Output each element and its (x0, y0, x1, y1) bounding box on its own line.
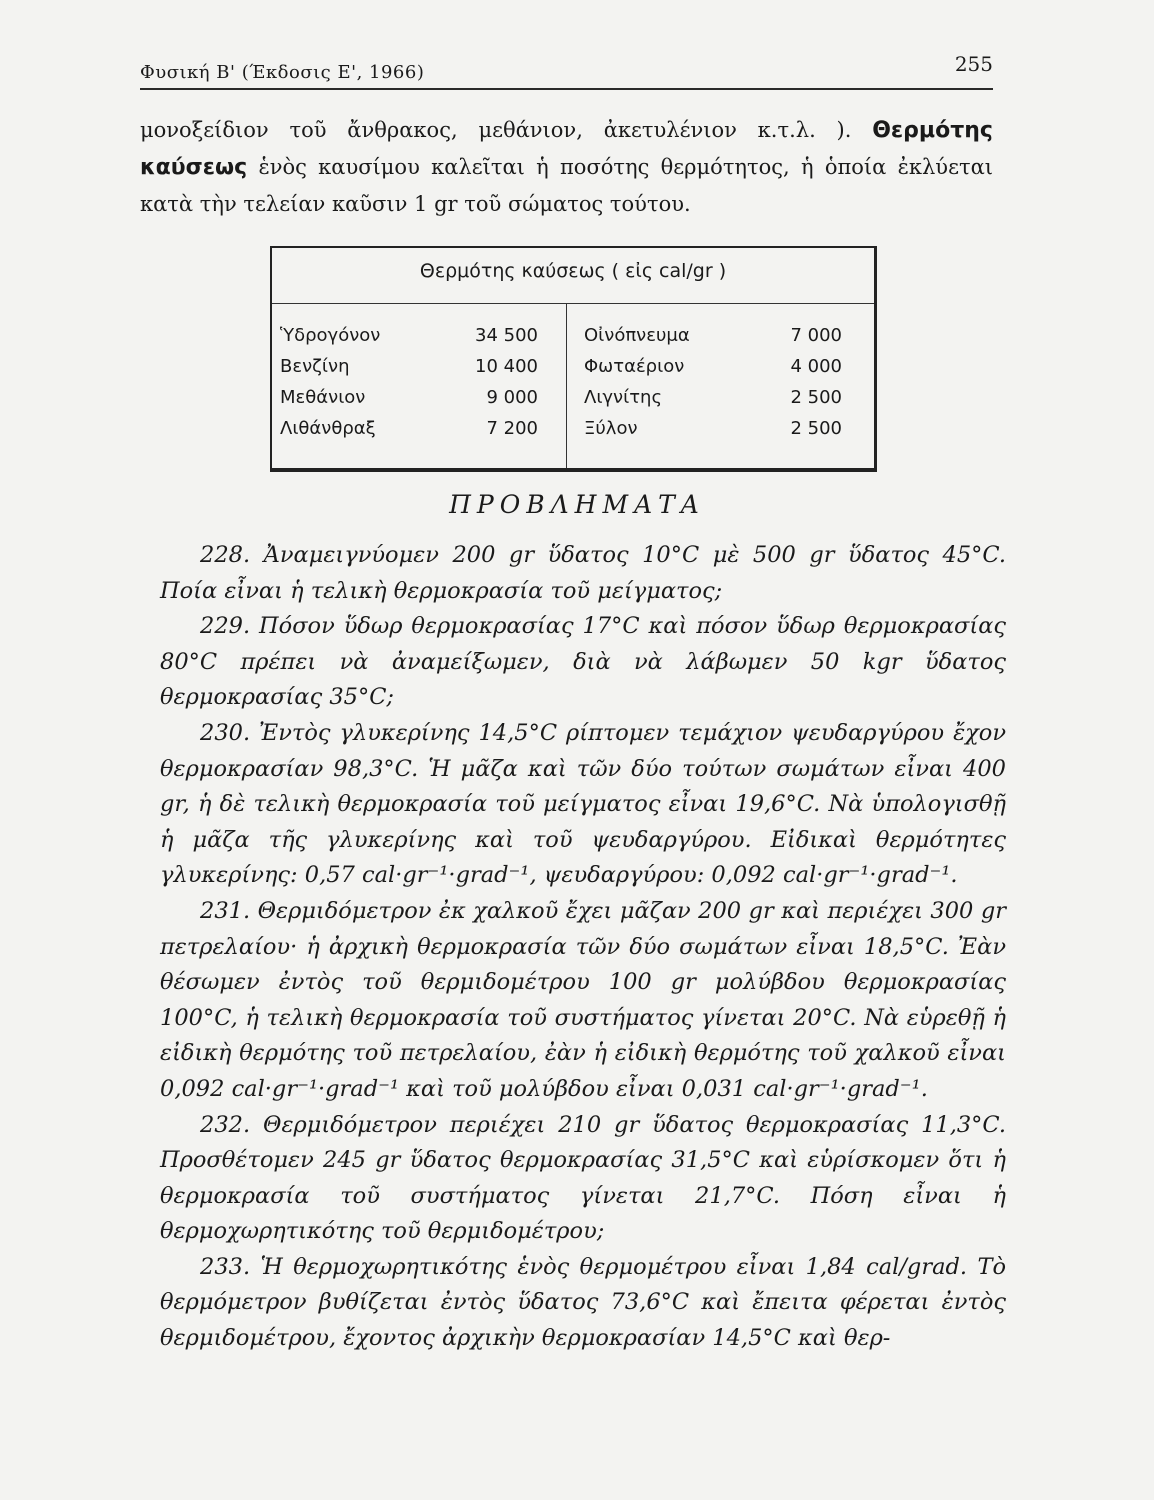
table-cell: 2 500 (790, 418, 842, 439)
intro-text-1: μονοξείδιον τοῦ ἄνθρακος, μεθάνιον, ἀκετυλένιον κ.τ.λ. ). (140, 118, 852, 142)
section-heading: ΠΡΟΒΛΗΜΑΤΑ (449, 490, 705, 519)
table-cell: Ξύλον (584, 418, 638, 439)
table-cell: Οἰνόπνευμα (584, 325, 690, 346)
table-cell: Βενζίνη (280, 356, 350, 377)
table-left-values (468, 320, 538, 444)
table-title: Θερμότης καύσεως ( εἰς cal/gr ) (419, 260, 727, 282)
table-cell: 7 000 (790, 325, 842, 346)
problem-228: 228. Ἀναμειγνύομεν 200 gr ὕδατος 10°C μὲ 500 gr ὕδατος 45°C. Ποία εἶναι ἡ τελικὴ θερμοκρασία τοῦ μείγματος; (160, 542, 1006, 604)
table-cell: 34 500 (475, 325, 538, 346)
problem-233: 233. Ἡ θερμοχωρητικότης ἑνὸς θερμομέτρου εἶναι 1,84 cal/grad. Τὸ θερμόμετρον βυθίζεται ἐντὸς ὕδατος 73,6°C καὶ ἔπειτα φέρεται ἐντὸς θερμιδομέτρου, ἔχοντος ἀρχικὴν θερμοκρασίαν 14,5°C καὶ θερ- (160, 1253, 1006, 1352)
table-column-divider (566, 303, 567, 468)
table-cell: 4 000 (790, 356, 842, 377)
table-cell: Φωταέριον (584, 356, 685, 377)
page-number: 255 (954, 52, 993, 76)
intro-text-2: ἑνὸς καυσίμου καλεῖται ἡ ποσότης θερμότητος, ἡ ὁποία ἐκλύεται κατὰ τὴν τελείαν καῦσιν 1 gr τοῦ σώματος τούτου. (140, 155, 993, 216)
problem-232: 232. Θερμιδόμετρον περιέχει 210 gr ὕδατος θερμοκρασίας 11,3°C. Προσθέτομεν 245 gr ὕδατος θερμοκρασίας 31,5°C καὶ εὑρίσκομεν ὅτι ἡ θερμοκρασία τοῦ συστήματος γίνεται 21,7°C. Πόση εἶναι ἡ θερμοχωρητικότης τοῦ θερμιδομέτρου; (160, 1111, 1006, 1245)
running-head (140, 52, 993, 90)
table-cell: Λιθάνθραξ (280, 418, 376, 439)
table-cell: 10 400 (475, 356, 538, 377)
problem-231: 231. Θερμιδόμετρον ἐκ χαλκοῦ ἔχει μᾶζαν 200 gr καὶ περιέχει 300 gr πετρελαίου· ἡ ἀρχικὴ θερμοκρασία τῶν δύο σωμάτων εἶναι 18,5°C. Ἐὰν θέσωμεν ἐντὸς τοῦ θερμιδομέτρου 100 gr μολύβδου θερμοκρασίας 100°C, ἡ τελικὴ θερμοκρασία τοῦ συστήματος γίνεται 20°C. Νὰ εὑρεθῇ ἡ εἰδικὴ θερμότης τοῦ πετρελαίου, ἐὰν ἡ εἰδικὴ θερμότης τοῦ χαλκοῦ εἶναι 0,092 cal·gr⁻¹·grad⁻¹ καὶ τοῦ μολύβδου εἶναι 0,031 cal·gr⁻¹·grad⁻¹. (160, 897, 1006, 1102)
problems-list (160, 538, 1006, 1357)
table-cell: Λιγνίτης (584, 387, 663, 408)
table-cell: 9 000 (486, 387, 538, 408)
table-divider (272, 303, 874, 304)
intro-paragraph (140, 112, 993, 223)
table-cell: Μεθάνιον (280, 387, 366, 408)
problem-230: 230. Ἐντὸς γλυκερίνης 14,5°C ρίπτομεν τεμάχιον ψευδαργύρου ἔχον θερμοκρασίαν 98,3°C. Ἡ μᾶζα καὶ τῶν δύο τούτων σωμάτων εἶναι 400 gr, ἡ δὲ τελικὴ θερμοκρασία τοῦ μείγματος εἶναι 19,6°C. Νὰ ὑπολογισθῇ ἡ μᾶζα τῆς γλυκερίνης καὶ τοῦ ψευδαργύρου. Εἰδικαὶ θερμότητες γλυκερίνης: 0,57 cal·gr⁻¹·grad⁻¹, ψευδαργύρου: 0,092 cal·gr⁻¹·grad⁻¹. (160, 719, 1006, 889)
table-right-values (770, 320, 842, 444)
table-left-names (280, 320, 380, 444)
problem-229: 229. Πόσον ὕδωρ θερμοκρασίας 17°C καὶ πόσον ὕδωρ θερμοκρασίας 80°C πρέπει νὰ ἀναμείξωμεν, διὰ νὰ λάβωμεν 50 kgr ὕδατος θερμοκρασίας 35°C; (160, 613, 1006, 711)
table-right-names (584, 320, 690, 444)
header-title: Φυσική Β' (Έκδοσις Ε', 1966) (140, 62, 425, 83)
intro-term: Θερμότης καύσεως (140, 118, 993, 180)
heat-of-combustion-table (270, 246, 877, 472)
table-cell: Ὑδρογόνον (280, 325, 381, 346)
table-cell: 2 500 (790, 387, 842, 408)
table-cell: 7 200 (486, 418, 538, 439)
